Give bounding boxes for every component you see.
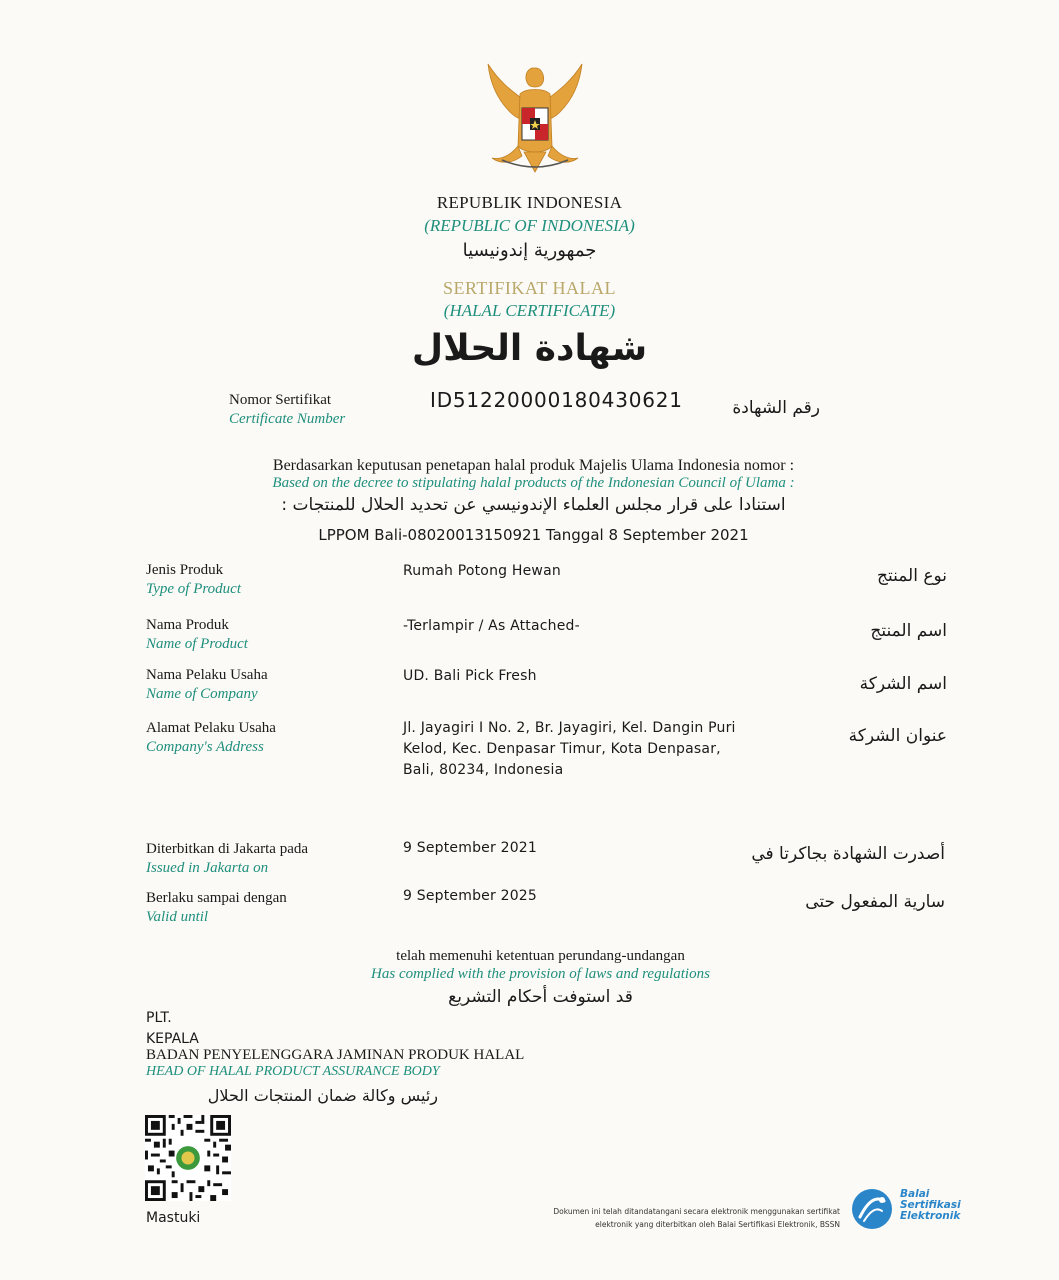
product-type-label: Jenis Produk Type of Product xyxy=(146,562,241,597)
company-name-label: Nama Pelaku Usaha Name of Company xyxy=(146,667,268,702)
compliance-line-ar: قد استوفت أحكام التشريع xyxy=(448,987,633,1007)
certificate-title-ar: شهادة الحلال xyxy=(411,328,648,369)
product-name-value: -Terlampir / As Attached- xyxy=(403,618,580,634)
issued-date-label: Diterbitkan di Jakarta pada Issued in Jakarta on xyxy=(146,841,309,876)
qr-code-icon xyxy=(145,1115,231,1201)
certificate-title: SERTIFIKAT HALAL xyxy=(442,278,617,298)
product-name-label-ar: اسم المنتج xyxy=(870,621,947,641)
certificate-number-label-ar: رقم الشهادة xyxy=(732,398,820,418)
product-type-label-ar: نوع المنتج xyxy=(876,566,947,586)
country-name-en: (REPUBLIC OF INDONESIA) xyxy=(424,216,635,235)
company-address-value: Jl. Jayagiri I No. 2, Br. Jayagiri, Kel. Dangin Puri Kelod, Kec. Denpasar Timur, Kota Denpasar, Bali, 80234, Indonesia xyxy=(403,720,736,778)
bsre-logo-icon xyxy=(850,1187,894,1231)
compliance-line-en: Has complied with the provision of laws and regulations xyxy=(371,966,710,982)
valid-until-label: Berlaku sampai dengan Valid until xyxy=(146,890,287,925)
signatory-kepala: KEPALA xyxy=(146,1031,199,1047)
certificate-number-label: Nomor Sertifikat Certificate Number xyxy=(229,392,346,427)
issued-date-label-ar: أصدرت الشهادة بجاكرتا في xyxy=(751,844,945,864)
company-name-value: UD. Bali Pick Fresh xyxy=(403,668,537,684)
certificate-number: ID51220000180430621 xyxy=(430,388,683,412)
valid-until-label-ar: سارية المفعول حتى xyxy=(805,892,945,912)
company-name-label-ar: اسم الشركة xyxy=(859,674,947,694)
decree-line-ar: استنادا على قرار مجلس العلماء الإندونيسي عن تحديد الحلال للمنتجات : xyxy=(281,495,786,515)
signatory-name: Mastuki xyxy=(146,1210,201,1226)
company-address-label-ar: عنوان الشركة xyxy=(848,726,947,746)
signatory-agency: BADAN PENYELENGGARA JAMINAN PRODUK HALAL xyxy=(146,1047,525,1063)
compliance-line: telah memenuhi ketentuan perundang-undangan xyxy=(396,948,685,964)
product-type-value: Rumah Potong Hewan xyxy=(403,563,561,579)
signatory-agency-ar: رئيس وكالة ضمان المنتجات الحلال xyxy=(207,1086,438,1105)
bsre-logo-text: Balai Sertifikasi Elektronik xyxy=(900,1188,961,1222)
garuda-emblem-icon xyxy=(480,60,590,178)
signatory-plt: PLT. xyxy=(146,1010,172,1026)
decree-line: Berdasarkan keputusan penetapan halal produk Majelis Ulama Indonesia nomor : xyxy=(272,457,795,474)
country-name: REPUBLIK INDONESIA xyxy=(436,193,623,212)
signatory-agency-en: HEAD OF HALAL PRODUCT ASSURANCE BODY xyxy=(146,1064,440,1079)
decree-line-en: Based on the decree to stipulating halal products of the Indonesian Council of Ulama : xyxy=(272,475,795,491)
valid-until-value: 9 September 2025 xyxy=(403,888,538,904)
certificate-title-en: (HALAL CERTIFICATE) xyxy=(443,301,616,320)
issued-date-value: 9 September 2021 xyxy=(403,840,538,856)
company-address-label: Alamat Pelaku Usaha Company's Address xyxy=(146,720,276,755)
product-name-label: Nama Produk Name of Product xyxy=(146,617,248,652)
decree-reference: LPPOM Bali-08020013150921 Tanggal 8 September 2021 xyxy=(318,526,749,544)
electronic-signature-note: Dokumen ini telah ditandatangani secara elektronik menggunakan sertifikat elektronik yang diterbitkan oleh Balai Sertifikasi Elektronik, BSSN xyxy=(553,1207,840,1229)
country-name-ar: جمهورية إندونيسيا xyxy=(462,240,597,261)
